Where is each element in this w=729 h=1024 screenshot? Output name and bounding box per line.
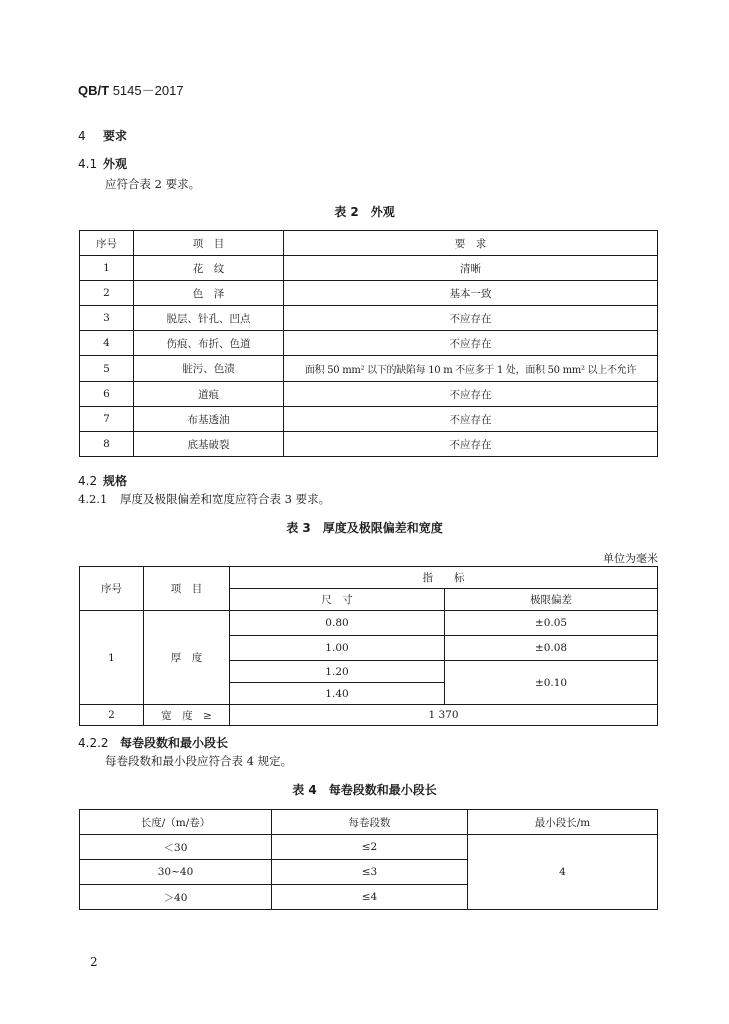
table-3-caption: 表 3 厚度及极限偏差和宽度 [286, 521, 443, 535]
table-4-header-min-length: 最小段长/m [468, 810, 658, 835]
section-4-2-2-text: 每卷段数和最小段应符合表 4 规定。 [105, 754, 293, 768]
table-row [80, 256, 658, 281]
table-3-header-size: 尺 寸 [230, 589, 445, 611]
table-cell: ±0.05 [445, 611, 658, 636]
table-3-unit: 单位为毫米 [603, 552, 658, 565]
table-cell: 脏污、色渍 [134, 356, 284, 382]
table-cell: 脱层、针孔、凹点 [134, 306, 284, 331]
table-cell: 厚 度 [144, 611, 230, 705]
table-cell: ±0.08 [445, 636, 658, 661]
table-cell: 不应存在 [284, 432, 658, 457]
table-cell: 1.40 [230, 683, 445, 705]
section-4-2-2-heading: 4.2.2 每卷段数和最小段长 [78, 736, 229, 750]
table-row [80, 705, 658, 726]
table-row [80, 835, 658, 860]
table-cell: 道痕 [134, 382, 284, 407]
table-4-caption: 表 4 每卷段数和最小段长 [292, 783, 437, 797]
table-cell: 花 纹 [134, 256, 284, 281]
table-cell: 不应存在 [284, 407, 658, 432]
section-4-heading: 4 要求 [78, 129, 128, 143]
table-cell: 1 370 [230, 705, 658, 726]
table-row [80, 382, 658, 407]
table-cell: 8 [80, 432, 134, 457]
table-cell: 伤痕、布折、色道 [134, 331, 284, 356]
table-cell: 面积 50 mm² 以下的缺陷每 10 m 不应多于 1 处，面积 50 mm² 以上不允许 [284, 356, 658, 382]
section-4-1-heading: 4.1 外观 [78, 157, 128, 171]
table-row [80, 356, 658, 382]
table-cell: 3 [80, 306, 134, 331]
table-cell: 色 泽 [134, 281, 284, 306]
table-4 [79, 809, 658, 910]
table-cell: 6 [80, 382, 134, 407]
table-cell: ≤4 [272, 885, 468, 910]
table-cell: 2 [80, 705, 144, 726]
table-row [80, 331, 658, 356]
table-cell: ±0.10 [445, 661, 658, 705]
table-row [80, 306, 658, 331]
table-3 [79, 566, 658, 726]
table-cell: ≤3 [272, 860, 468, 885]
table-4-header-segments: 每卷段数 [272, 810, 468, 835]
section-4-2-1-text: 4.2.1 厚度及极限偏差和宽度应符合表 3 要求。 [78, 492, 331, 506]
table-cell: 4 [80, 331, 134, 356]
table-cell: 1 [80, 611, 144, 705]
table-cell: 30~40 [80, 860, 272, 885]
table-cell: 不应存在 [284, 306, 658, 331]
table-cell: 清晰 [284, 256, 658, 281]
table-3-header-dev: 极限偏差 [445, 589, 658, 611]
table-4-header-length: 长度/（m/卷） [80, 810, 272, 835]
table-2-header-row [80, 231, 658, 256]
table-cell: 5 [80, 356, 134, 382]
section-4-1-text: 应符合表 2 要求。 [105, 177, 201, 191]
standard-number: QB/T 5145－2017 [78, 83, 184, 98]
table-row [80, 611, 658, 636]
table-cell: 底基破裂 [134, 432, 284, 457]
table-cell: 不应存在 [284, 331, 658, 356]
table-cell: 4 [468, 835, 658, 910]
table-cell: 布基透油 [134, 407, 284, 432]
table-3-header-row-1 [80, 567, 658, 589]
table-cell: 宽 度 ≥ [144, 705, 230, 726]
table-2-caption: 表 2 外观 [334, 205, 395, 219]
table-row [80, 432, 658, 457]
table-cell: ＞40 [80, 885, 272, 910]
table-2-header-req: 要 求 [284, 231, 658, 256]
table-2-header-item: 项 目 [134, 231, 284, 256]
table-row [80, 281, 658, 306]
table-cell: ≤2 [272, 835, 468, 860]
table-2-header-seq: 序号 [80, 231, 134, 256]
table-cell: 1 [80, 256, 134, 281]
table-3-header-item: 项 目 [144, 567, 230, 611]
table-3-header-index: 指 标 [230, 567, 658, 589]
table-cell: ＜30 [80, 835, 272, 860]
table-cell: 1.00 [230, 636, 445, 661]
table-cell: 1.20 [230, 661, 445, 683]
table-cell: 2 [80, 281, 134, 306]
table-3-header-seq: 序号 [80, 567, 144, 611]
table-row [80, 407, 658, 432]
table-2 [79, 230, 658, 457]
table-cell: 0.80 [230, 611, 445, 636]
table-cell: 7 [80, 407, 134, 432]
section-4-2-heading: 4.2 规格 [78, 474, 128, 488]
table-cell: 基本一致 [284, 281, 658, 306]
table-4-header-row [80, 810, 658, 835]
table-cell: 不应存在 [284, 382, 658, 407]
page-number: 2 [90, 955, 98, 969]
